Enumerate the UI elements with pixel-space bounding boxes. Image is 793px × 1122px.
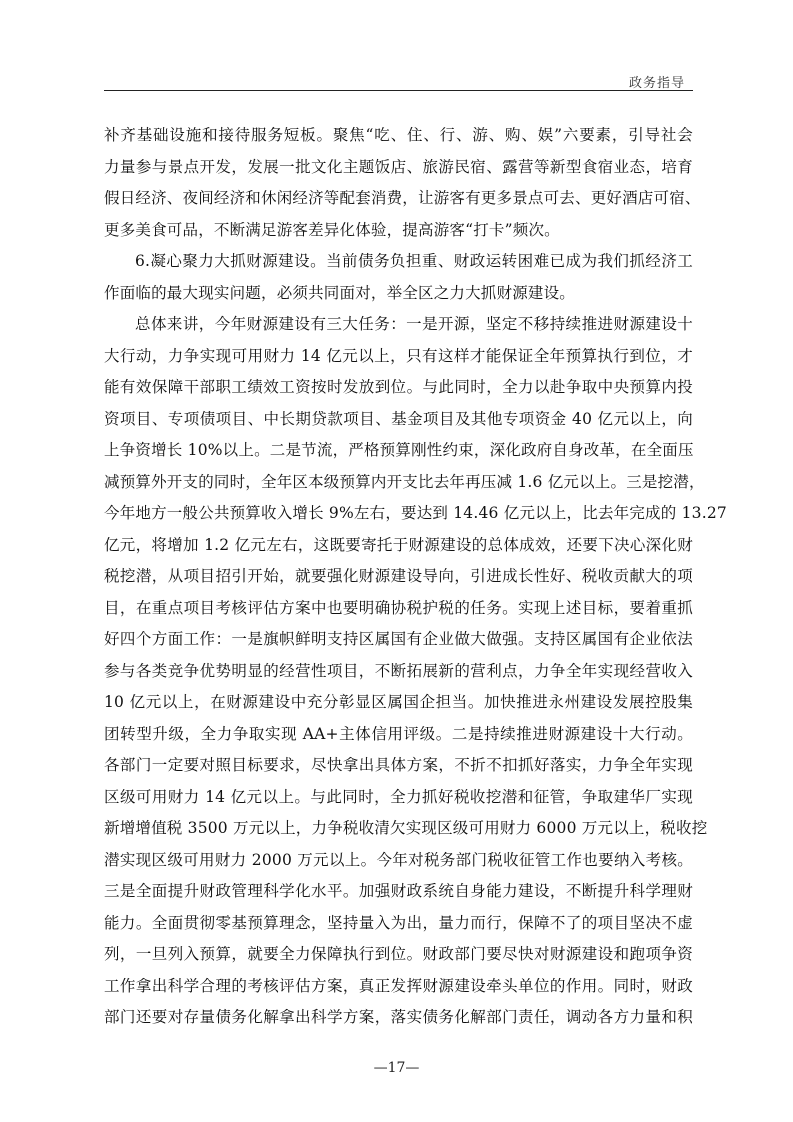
text-line: 各部门一定要对照目标要求，尽快拿出具体方案，不折不扣抓好落实，力争全年实现	[104, 756, 693, 774]
text-line: 能有效保障干部职工绩效工资按时发放到位。与此同时，全力以赴争取中央预算内投	[104, 378, 693, 396]
section-heading-line: 6.凝心聚力大抓财源建设。当前债务负担重、财政运转困难已成为我们抓经济工	[135, 252, 693, 270]
text-line: 目，在重点项目考核评估方案中也要明确协税护税的任务。实现上述目标，要着重抓	[104, 598, 693, 617]
text-line: 三是全面提升财政管理科学化水平。加强财政系统自身能力建设，不断提升科学理财	[104, 882, 693, 900]
text-line: 能力。全面贯彻零基预算理念，坚持量入为出，量力而行，保障不了的项目坚决不虚	[104, 913, 693, 932]
text-line: 更多美食可品，不断满足游客差异化体验，提高游客“打卡”频次。	[104, 220, 560, 239]
page-number: —17—	[373, 1060, 420, 1076]
text-line: 假日经济、夜间经济和休闲经济等配套消费，让游客有更多景点可去、更好酒店可宿、	[104, 189, 701, 207]
section-label: 政务指导	[628, 76, 685, 91]
text-line: 作面临的最大现实问题，必须共同面对，举全区之力大抓财源建设。	[104, 283, 576, 302]
text-line: 补齐基础设施和接待服务短板。聚焦“吃、住、行、游、购、娱”六要素，引导社会	[104, 126, 693, 144]
text-line: 团转型升级，全力争取实现 AA+主体信用评级。二是持续推进财源建设十大行动。	[104, 724, 693, 743]
text-line: 税挖潜，从项目招引开始，就要强化财源建设导向，引进成长性好、税收贡献大的项	[104, 567, 693, 585]
text-line: 亿元，将增加 1.2 亿元左右，这既要寄托于财源建设的总体成效，还要下决心深化财	[104, 535, 693, 554]
text-line: 大行动，力争实现可用财力 14 亿元以上，只有这样才能保证全年预算执行到位，才	[104, 346, 693, 365]
text-line: 今年地方一般公共预算收入增长 9%左右，要达到 14.46 亿元以上，比去年完成的 13.27	[104, 504, 727, 522]
text-line: 资项目、专项债项目、中长期贷款项目、基金项目及其他专项资金 40 亿元以上，向	[104, 409, 693, 428]
text-line: 力量参与景点开发，发展一批文化主题饭店、旅游民宿、露营等新型食宿业态，培育	[104, 157, 693, 176]
text-line: 总体来讲，今年财源建设有三大任务：一是开源，坚定不移持续推进财源建设十	[135, 315, 693, 333]
text-line: 区级可用财力 14 亿元以上。与此同时，全力抓好税收挖潜和征管，争取建华厂实现	[104, 787, 693, 806]
header-divider	[104, 90, 693, 91]
text-line: 减预算外开支的同时，全年区本级预算内开支比去年再压减 1.6 亿元以上。三是挖潜，	[104, 472, 705, 491]
text-line: 潜实现区级可用财力 2000 万元以上。今年对税务部门税收征管工作也要纳入考核。	[104, 850, 693, 869]
text-line: 好四个方面工作：一是旗帜鲜明支持区属国有企业做大做强。支持区属国有企业依法	[104, 630, 693, 648]
document-body	[104, 120, 727, 1034]
text-line: 部门还要对存量债务化解拿出科学方案，落实债务化解部门责任，调动各方力量和积	[104, 1008, 693, 1026]
text-line: 10 亿元以上，在财源建设中充分彰显区属国企担当。加快推进永州建设发展控股集	[104, 693, 693, 711]
text-line: 新增增值税 3500 万元以上，力争税收清欠实现区级可用财力 6000 万元以上，税收挖	[104, 819, 708, 837]
text-line: 参与各类竞争优势明显的经营性项目，不断拓展新的营利点，力争全年实现经营收入	[104, 661, 693, 680]
text-line: 工作拿出科学合理的考核评估方案，真正发挥财源建设牵头单位的作用。同时，财政	[104, 976, 693, 995]
text-line: 上争资增长 10%以上。二是节流，严格预算刚性约束，深化政府自身改革，在全面压	[104, 441, 694, 459]
text-line: 列，一旦列入预算，就要全力保障执行到位。财政部门要尽快对财源建设和跑项争资	[104, 945, 693, 963]
